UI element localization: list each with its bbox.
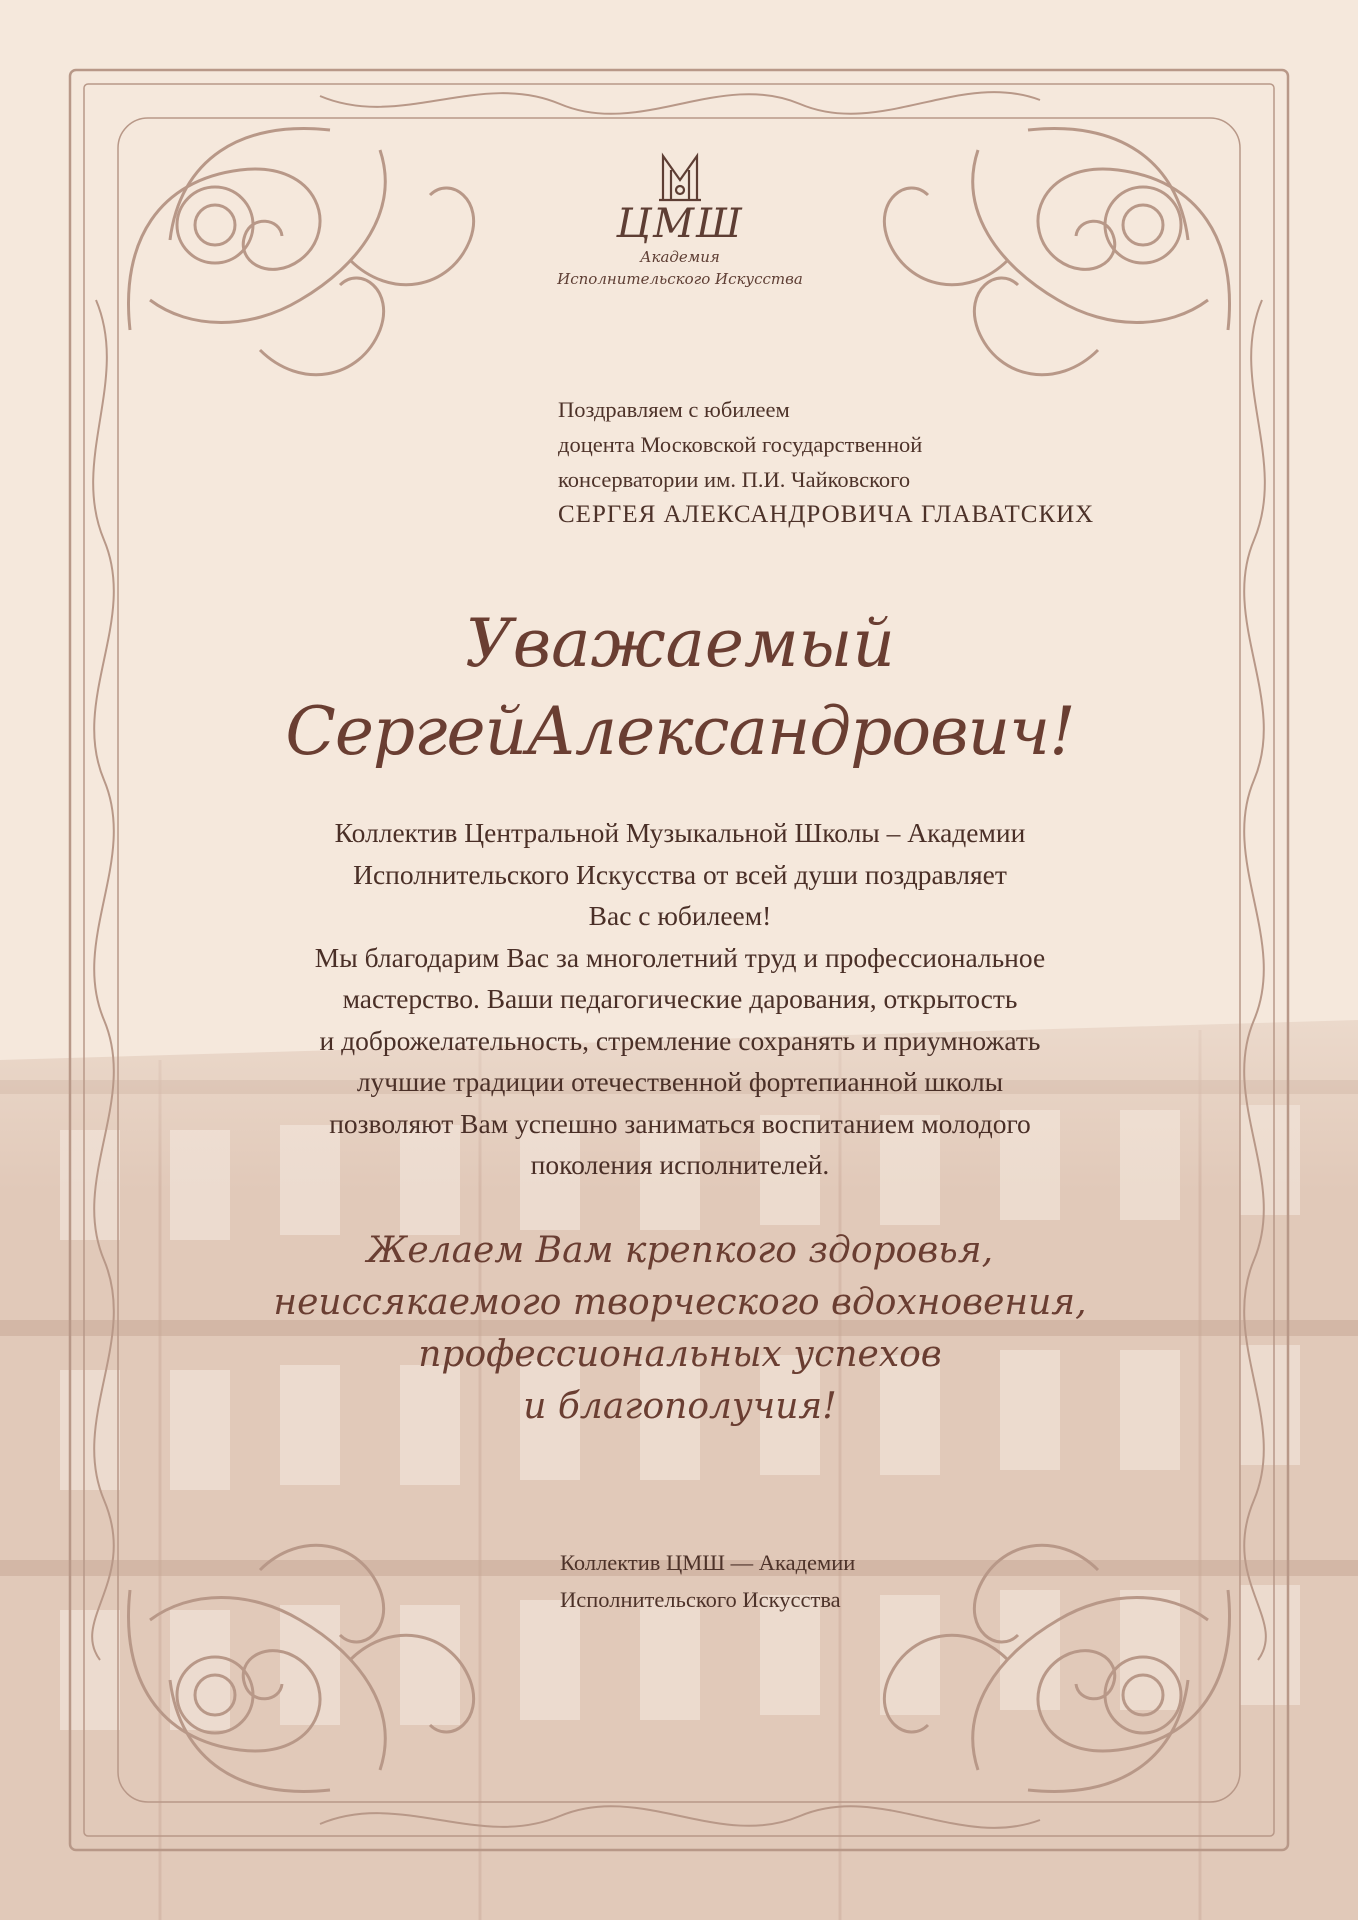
- body-line: Мы благодарим Вас за многолетний труд и профессиональное: [314, 941, 1046, 973]
- dedication-line: консерватории им. П.И. Чайковского: [558, 467, 911, 492]
- wishes-line: неиссякаемого творческого вдохновения,: [273, 1282, 1087, 1323]
- dedication-line: Поздравляем с юбилеем: [558, 397, 790, 422]
- dedication-block: [558, 392, 1198, 532]
- logo-subtitle-line2: Исполнительского Искусства: [557, 270, 803, 288]
- signature-line1: Коллектив ЦМШ — Академии: [560, 1550, 856, 1575]
- wishes-line: и благополучия!: [523, 1386, 837, 1427]
- logo-title: ЦМШ: [616, 201, 744, 247]
- corner-ornament-top-right: [884, 128, 1229, 374]
- body-line: лучшие традиции отечественной фортепианной школы: [356, 1066, 1004, 1097]
- honoree-name: СЕРГЕЯ АЛЕКСАНДРОВИЧА ГЛАВАТСКИХ: [558, 501, 1095, 528]
- salutation-line1: Уважаемый: [465, 605, 895, 682]
- music-emblem-icon: [657, 150, 703, 204]
- body-line: мастерство. Ваши педагогические дарования, открытость: [342, 983, 1018, 1014]
- wishes-line: Желаем Вам крепкого здоровья,: [366, 1230, 994, 1271]
- congratulation-body: [210, 812, 1150, 1186]
- corner-ornament-top-left: [128, 128, 473, 374]
- body-line: позволяют Вам успешно заниматься воспитанием молодого: [329, 1107, 1031, 1139]
- body-line: поколения исполнителей.: [530, 1149, 830, 1180]
- body-line: Вас с юбилеем!: [588, 900, 772, 931]
- salutation: [230, 600, 1130, 776]
- corner-ornament-bottom-left: [128, 1545, 473, 1791]
- logo-subtitle-line1: Академия: [640, 248, 720, 266]
- school-logo: [540, 150, 820, 320]
- signature-block: [560, 1544, 1040, 1618]
- signature-line2: Исполнительского Искусства: [560, 1587, 841, 1612]
- body-line: Коллектив Центральной Музыкальной Школы – Академии: [334, 817, 1026, 848]
- body-line: и доброжелательность, стремление сохранять и приумножать: [319, 1024, 1041, 1056]
- dedication-line: доцента Московской государственной: [558, 432, 923, 457]
- wishes-line: профессиональных успехов: [418, 1334, 942, 1375]
- salutation-line2: СергейАлександрович!: [285, 693, 1075, 770]
- wishes-block: [240, 1225, 1120, 1433]
- body-line: Исполнительского Искусства от всей души поздравляет: [353, 858, 1007, 890]
